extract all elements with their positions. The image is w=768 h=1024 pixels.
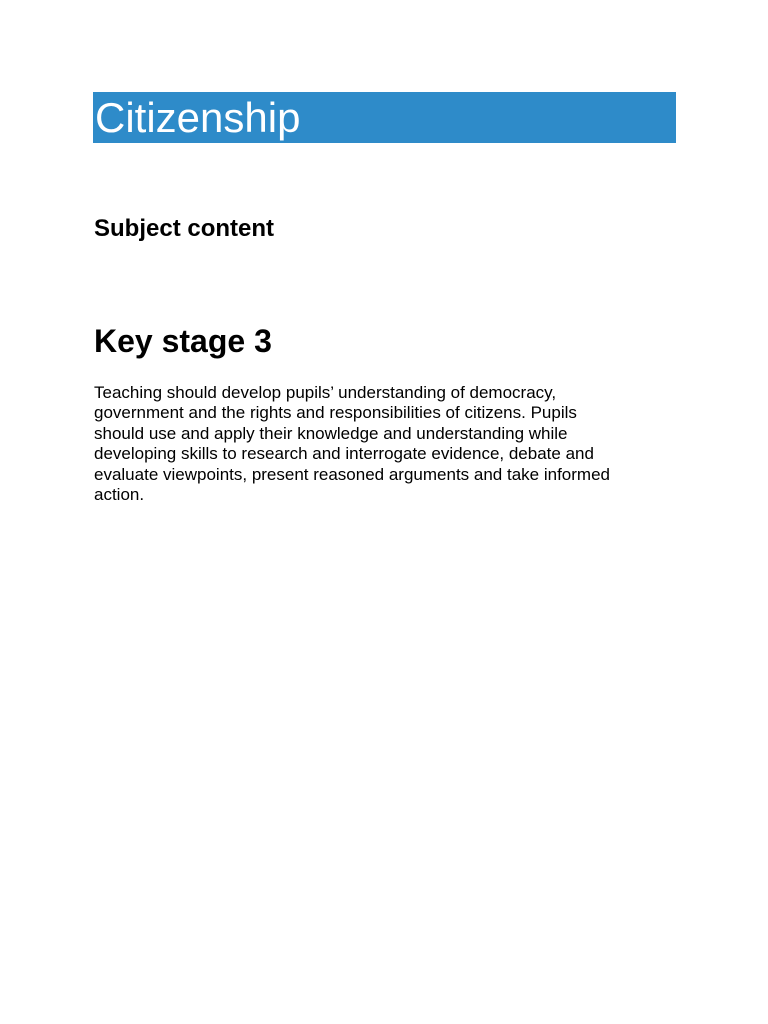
body-line: should use and apply their knowledge and understanding while — [94, 423, 568, 443]
body-line: government and the rights and responsibilities of citizens. Pupils — [94, 403, 577, 423]
body-paragraph — [94, 383, 694, 505]
document-title: Citizenship — [95, 94, 301, 141]
body-line: developing skills to research and interrogate evidence, debate and — [94, 444, 594, 464]
key-stage-heading: Key stage 3 — [94, 323, 272, 359]
body-line: action. — [94, 485, 145, 505]
title-banner — [93, 92, 676, 143]
body-line: evaluate viewpoints, present reasoned arguments and take informed — [94, 464, 610, 484]
subject-content-heading: Subject content — [94, 215, 275, 242]
body-line: Teaching should develop pupils’ understanding of democracy, — [94, 383, 557, 402]
